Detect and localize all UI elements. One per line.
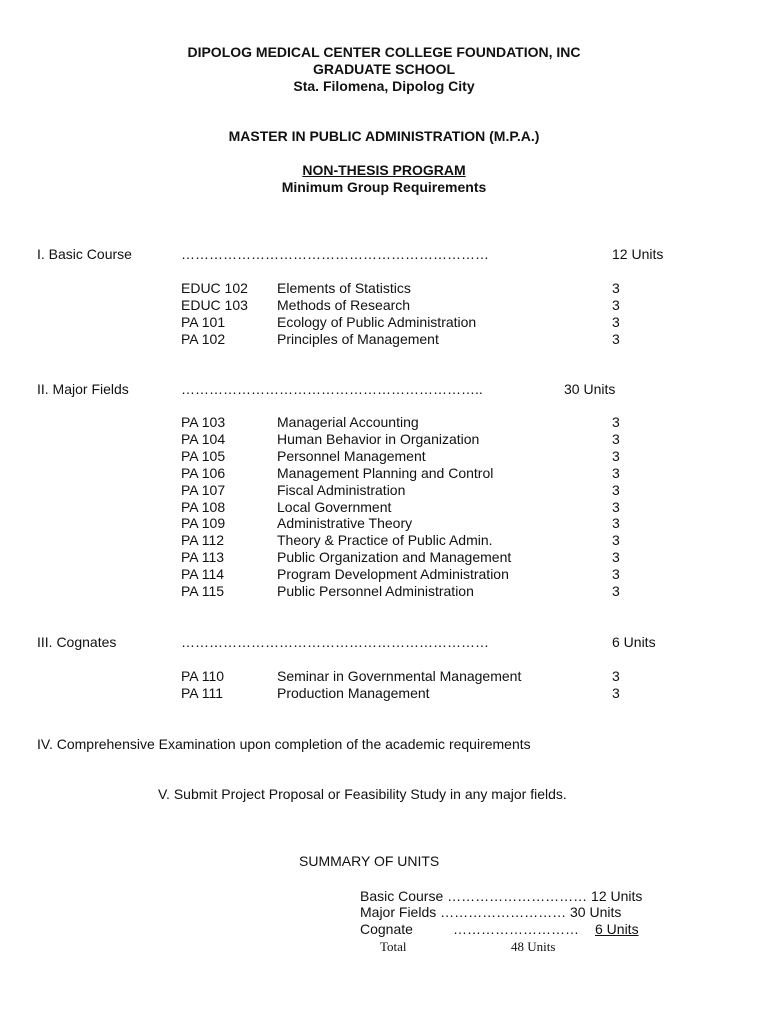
course-code: EDUC 103 xyxy=(181,297,248,313)
institution-name: DIPOLOG MEDICAL CENTER COLLEGE FOUNDATION, INC xyxy=(187,44,581,60)
course-code: PA 112 xyxy=(181,532,225,549)
course-title: Human Behavior in Organization xyxy=(277,430,480,447)
course-row xyxy=(0,532,768,549)
summary-cognate-dots: ……………………… xyxy=(453,921,579,937)
summary-cognate-units: 6 Units xyxy=(595,921,639,937)
course-code: PA 105 xyxy=(181,447,226,464)
course-row xyxy=(0,448,768,465)
course-code: PA 101 xyxy=(181,314,226,330)
course-units: 3 xyxy=(612,515,620,532)
course-units: 3 xyxy=(612,464,620,481)
school-address: Sta. Filomena, Dipolog City xyxy=(293,78,475,94)
course-row xyxy=(0,331,768,348)
course-row xyxy=(0,280,768,297)
summary-basic-line: Basic Course ………………………… 12 Units xyxy=(360,888,643,904)
course-row xyxy=(0,499,768,516)
section-label-basic: I. Basic Course xyxy=(37,246,132,262)
course-units: 3 xyxy=(612,481,620,498)
course-row xyxy=(0,685,768,702)
course-row xyxy=(0,515,768,532)
course-row xyxy=(0,314,768,331)
course-title: Public Organization and Management xyxy=(277,549,512,566)
summary-heading: SUMMARY OF UNITS xyxy=(299,853,440,869)
course-units: 3 xyxy=(612,430,620,447)
course-title: Program Development Administration xyxy=(277,566,509,583)
section-label-major: II. Major Fields xyxy=(37,381,129,397)
course-code: PA 111 xyxy=(181,685,224,701)
summary-cognate-label: Cognate xyxy=(360,921,413,937)
course-code: EDUC 102 xyxy=(181,280,248,296)
course-title: Management Planning and Control xyxy=(277,464,494,481)
course-title: Personnel Management xyxy=(277,447,426,464)
course-row xyxy=(0,566,768,583)
course-code: PA 102 xyxy=(181,331,226,347)
course-row xyxy=(0,549,768,566)
item-project-proposal: V. Submit Project Proposal or Feasibility Study in any major fields. xyxy=(158,786,567,802)
course-title: Theory & Practice of Public Admin. xyxy=(277,532,493,549)
course-row xyxy=(0,583,768,600)
course-row xyxy=(0,465,768,482)
program-title: MASTER IN PUBLIC ADMINISTRATION (M.P.A.) xyxy=(228,128,540,144)
course-units: 3 xyxy=(612,532,620,549)
course-units: 3 xyxy=(612,549,620,566)
summary-major-line: Major Fields ……………………… 30 Units xyxy=(360,904,622,920)
summary-total-units: 48 Units xyxy=(511,939,556,954)
course-title: Administrative Theory xyxy=(277,515,413,532)
course-title: Production Management xyxy=(277,685,430,701)
section-units-major: 30 Units xyxy=(564,381,616,397)
school-name: GRADUATE SCHOOL xyxy=(312,61,456,77)
course-code: PA 114 xyxy=(181,566,225,583)
course-units: 3 xyxy=(612,331,620,347)
course-code: PA 103 xyxy=(181,414,226,430)
course-row xyxy=(0,297,768,314)
course-title: Local Government xyxy=(277,498,392,515)
course-title: Methods of Research xyxy=(277,297,411,313)
course-title: Fiscal Administration xyxy=(277,481,406,498)
course-title: Managerial Accounting xyxy=(277,414,419,430)
requirements-subtitle: Minimum Group Requirements xyxy=(281,179,487,195)
course-units: 3 xyxy=(612,297,620,313)
course-code: PA 110 xyxy=(181,668,225,684)
course-row xyxy=(0,668,768,685)
section-units-basic: 12 Units xyxy=(612,246,664,262)
course-units: 3 xyxy=(612,447,620,464)
course-title: Public Personnel Administration xyxy=(277,583,474,599)
item-comprehensive-exam: IV. Comprehensive Examination upon completion of the academic requirements xyxy=(37,736,531,752)
course-row xyxy=(0,414,768,431)
course-units: 3 xyxy=(612,583,620,599)
course-code: PA 108 xyxy=(181,498,226,515)
course-code: PA 113 xyxy=(181,549,225,566)
course-title: Ecology of Public Administration xyxy=(277,314,477,330)
course-units: 3 xyxy=(612,280,620,296)
leader-dots-major: ……………………………………………………….. xyxy=(181,381,483,397)
course-units: 3 xyxy=(612,685,620,701)
course-code: PA 106 xyxy=(181,464,226,481)
course-units: 3 xyxy=(612,414,620,430)
course-code: PA 115 xyxy=(181,583,225,599)
track-title: NON-THESIS PROGRAM xyxy=(302,162,466,178)
section-units-cognates: 6 Units xyxy=(612,634,656,650)
course-units: 3 xyxy=(612,314,620,330)
summary-total-label: Total xyxy=(380,939,407,954)
section-label-cognates: III. Cognates xyxy=(37,634,117,650)
course-code: PA 104 xyxy=(181,430,226,447)
leader-dots-basic: ………………………………………………………… xyxy=(181,246,489,262)
course-row xyxy=(0,482,768,499)
course-title: Seminar in Governmental Management xyxy=(277,668,522,684)
course-code: PA 109 xyxy=(181,515,226,532)
course-code: PA 107 xyxy=(181,481,226,498)
course-title: Principles of Management xyxy=(277,331,439,347)
course-units: 3 xyxy=(612,498,620,515)
course-row xyxy=(0,431,768,448)
course-title: Elements of Statistics xyxy=(277,280,411,296)
course-units: 3 xyxy=(612,566,620,583)
leader-dots-cognates: ………………………………………………………… xyxy=(181,634,489,650)
course-units: 3 xyxy=(612,668,620,684)
